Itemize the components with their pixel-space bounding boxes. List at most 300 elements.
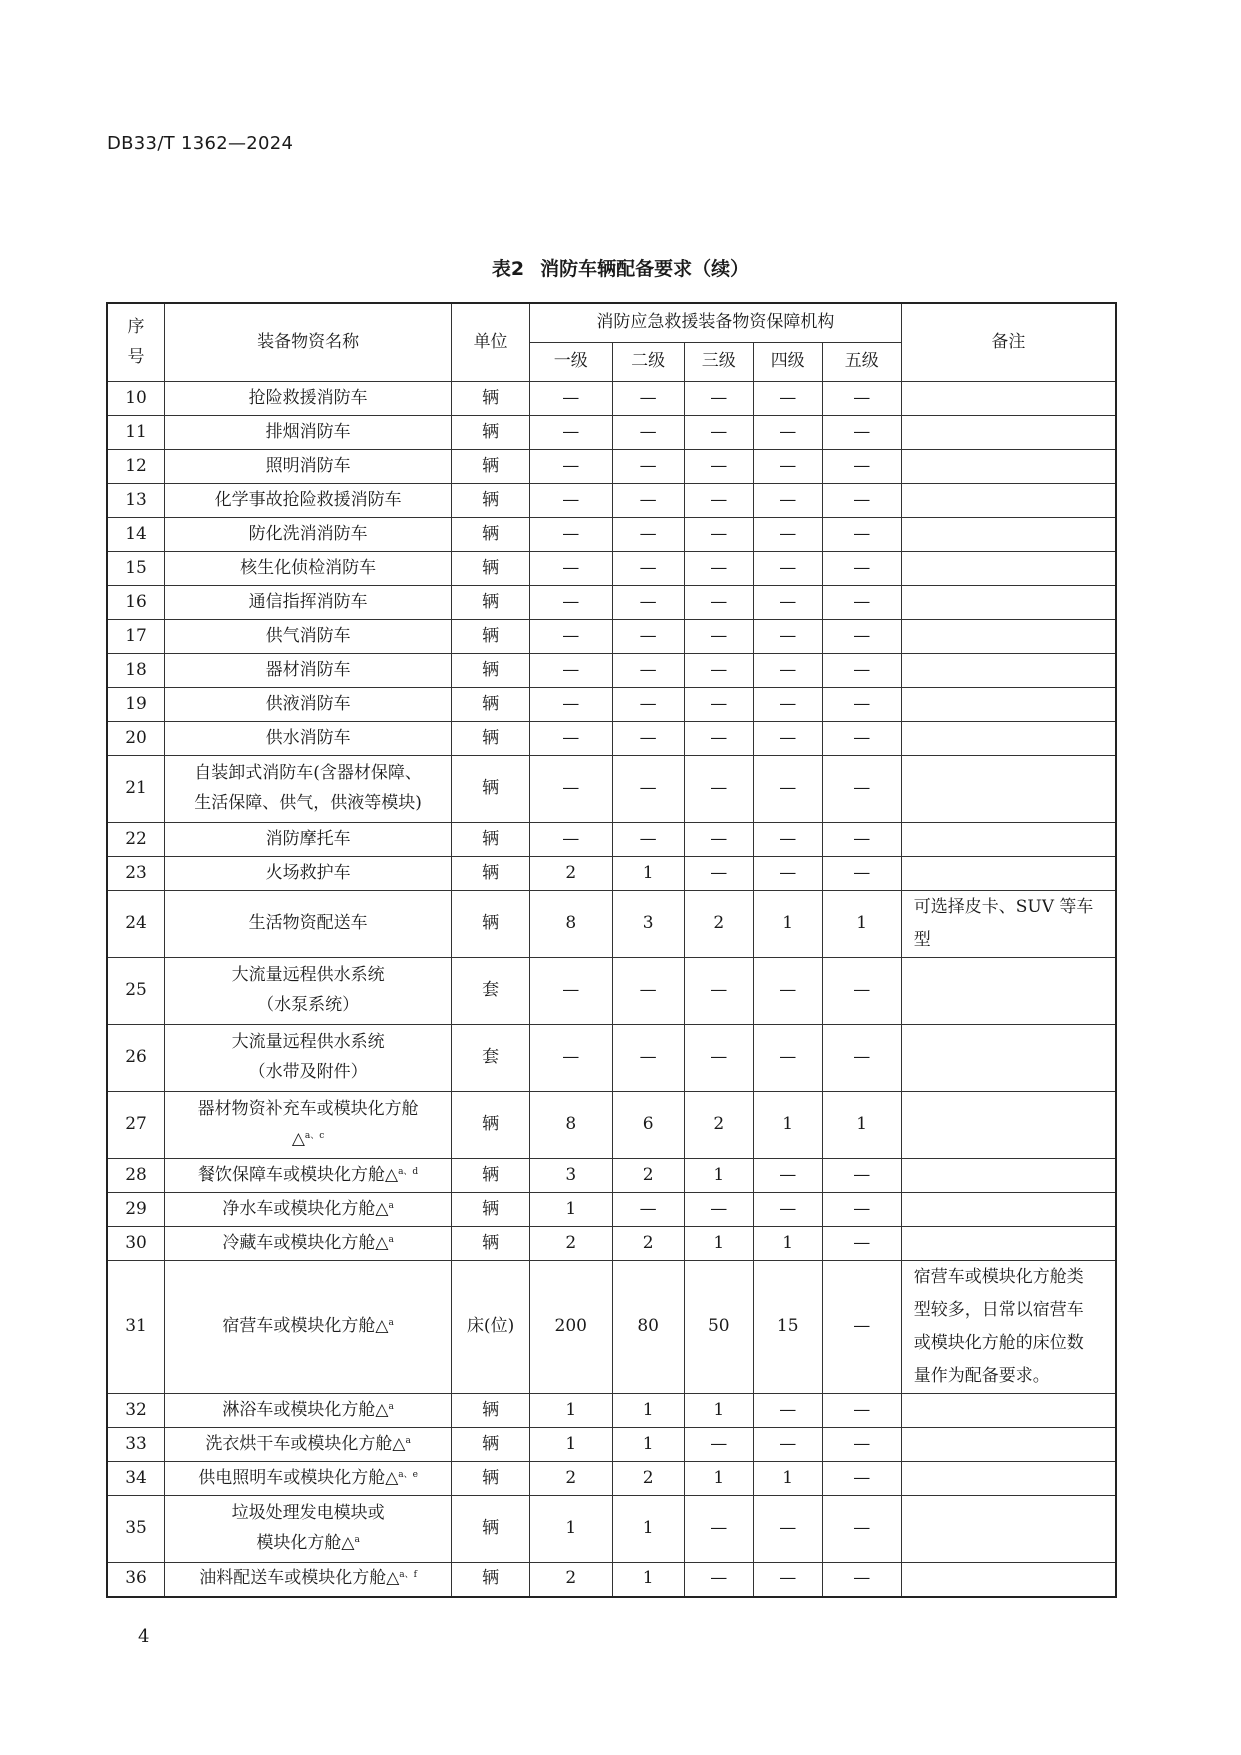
item-note xyxy=(901,552,1116,586)
level-1-value: 2 xyxy=(530,1227,612,1261)
level-5-value: — xyxy=(822,857,901,891)
row-number: 32 xyxy=(107,1394,165,1428)
item-unit: 辆 xyxy=(452,382,530,416)
table-title-text: 消防车辆配备要求（续） xyxy=(540,258,750,280)
row-number: 20 xyxy=(107,722,165,756)
item-name xyxy=(165,688,452,722)
level-5-value: — xyxy=(822,552,901,586)
item-name-text: 消防摩托车 xyxy=(265,828,351,849)
footnote-marker: a xyxy=(388,1234,394,1245)
level-5-value: — xyxy=(822,654,901,688)
row-number: 14 xyxy=(107,518,165,552)
level-4-value: — xyxy=(753,958,822,1025)
table-row xyxy=(107,958,1116,1025)
level-4-value: — xyxy=(753,1428,822,1462)
item-name xyxy=(165,518,452,552)
level-3-value: 50 xyxy=(684,1261,753,1394)
level-2-value: 1 xyxy=(612,1496,684,1563)
table-row xyxy=(107,823,1116,857)
row-number: 33 xyxy=(107,1428,165,1462)
item-name-line: 器材物资补充车或模块化方舱 xyxy=(197,1099,419,1120)
item-unit: 辆 xyxy=(452,552,530,586)
item-note xyxy=(901,1092,1116,1159)
item-name xyxy=(165,1227,452,1261)
item-unit: 套 xyxy=(452,958,530,1025)
table-row xyxy=(107,518,1116,552)
table-row xyxy=(107,1025,1116,1092)
item-name xyxy=(165,1025,452,1092)
row-number: 21 xyxy=(107,756,165,823)
item-note xyxy=(901,1394,1116,1428)
table-row xyxy=(107,1394,1116,1428)
level-1-value: — xyxy=(530,518,612,552)
level-5-value: — xyxy=(822,1563,901,1597)
level-1-value: — xyxy=(530,756,612,823)
table-row xyxy=(107,1261,1116,1394)
item-note xyxy=(901,382,1116,416)
header-unit: 单位 xyxy=(452,303,530,382)
document-code: DB33/T 1362—2024 xyxy=(107,133,294,154)
level-5-value: — xyxy=(822,1394,901,1428)
table-row xyxy=(107,1428,1116,1462)
item-unit: 辆 xyxy=(452,416,530,450)
item-name xyxy=(165,586,452,620)
level-4-value: — xyxy=(753,450,822,484)
level-2-value: — xyxy=(612,450,684,484)
table-row xyxy=(107,1462,1116,1496)
item-name-line: 生活保障、供气，供液等模块) xyxy=(194,793,422,813)
item-name-line: △ xyxy=(291,1129,305,1149)
item-name xyxy=(165,416,452,450)
item-unit: 辆 xyxy=(452,450,530,484)
level-5-value: — xyxy=(822,688,901,722)
table-row xyxy=(107,1496,1116,1563)
level-5-value: — xyxy=(822,756,901,823)
item-name-line: 模块化方舱△ xyxy=(256,1533,355,1553)
footnote-marker: a xyxy=(405,1435,411,1446)
level-3-value: — xyxy=(684,552,753,586)
item-name xyxy=(165,891,452,958)
table-row xyxy=(107,1092,1116,1159)
row-number: 28 xyxy=(107,1159,165,1193)
row-number: 27 xyxy=(107,1092,165,1159)
level-3-value: — xyxy=(684,1428,753,1462)
level-1-value: 1 xyxy=(530,1193,612,1227)
item-name-line: 大流量远程供水系统 xyxy=(231,1032,385,1053)
row-number: 18 xyxy=(107,654,165,688)
row-number: 12 xyxy=(107,450,165,484)
table-row xyxy=(107,1227,1116,1261)
item-name xyxy=(165,1159,452,1193)
table-body xyxy=(107,382,1116,1597)
item-unit: 辆 xyxy=(452,891,530,958)
level-3-value: — xyxy=(684,756,753,823)
row-number: 16 xyxy=(107,586,165,620)
level-4-value: — xyxy=(753,1159,822,1193)
item-name-text: 油料配送车或模块化方舱△ xyxy=(199,1568,400,1589)
table-row xyxy=(107,654,1116,688)
item-name-text: 抢险救援消防车 xyxy=(248,387,368,408)
level-2-value: 1 xyxy=(612,1563,684,1597)
header-level2: 二级 xyxy=(612,343,684,382)
item-unit: 辆 xyxy=(452,484,530,518)
level-5-value: — xyxy=(822,1496,901,1563)
item-name xyxy=(165,1462,452,1496)
level-2-value: — xyxy=(612,484,684,518)
row-number: 31 xyxy=(107,1261,165,1394)
item-name-text: 防化洗消消防车 xyxy=(248,523,368,544)
level-5-value: 1 xyxy=(822,1092,901,1159)
level-1-value: — xyxy=(530,688,612,722)
level-4-value: 1 xyxy=(753,1092,822,1159)
level-2-value: 1 xyxy=(612,1394,684,1428)
item-unit: 辆 xyxy=(452,1193,530,1227)
level-4-value: — xyxy=(753,484,822,518)
row-number: 26 xyxy=(107,1025,165,1092)
level-4-value: — xyxy=(753,620,822,654)
level-2-value: 1 xyxy=(612,1428,684,1462)
level-1-value: 8 xyxy=(530,1092,612,1159)
level-3-value: 1 xyxy=(684,1394,753,1428)
level-2-value: — xyxy=(612,688,684,722)
item-note xyxy=(901,1025,1116,1092)
table-row xyxy=(107,484,1116,518)
equipment-table xyxy=(106,302,1117,1598)
item-unit: 辆 xyxy=(452,1462,530,1496)
item-note-line: 或模块化方舱的床位数 xyxy=(913,1333,1084,1353)
item-note xyxy=(901,484,1116,518)
level-2-value: 3 xyxy=(612,891,684,958)
item-name xyxy=(165,1496,452,1563)
level-4-value: — xyxy=(753,1025,822,1092)
item-note-line: 量作为配备要求。 xyxy=(913,1366,1050,1386)
table-row xyxy=(107,722,1116,756)
footnote-marker: a、f xyxy=(399,1570,417,1581)
header-level5: 五级 xyxy=(822,343,901,382)
item-name-line: （水带及附件） xyxy=(248,1062,368,1082)
level-4-value: — xyxy=(753,823,822,857)
item-name-text: 火场救护车 xyxy=(265,862,351,883)
item-name xyxy=(165,450,452,484)
item-note xyxy=(901,823,1116,857)
item-name xyxy=(165,484,452,518)
item-note xyxy=(901,1428,1116,1462)
table-row xyxy=(107,382,1116,416)
header-level3: 三级 xyxy=(684,343,753,382)
item-name xyxy=(165,857,452,891)
level-4-value: — xyxy=(753,722,822,756)
level-5-value: — xyxy=(822,586,901,620)
level-5-value: — xyxy=(822,823,901,857)
level-2-value: — xyxy=(612,756,684,823)
level-5-value: — xyxy=(822,958,901,1025)
row-number: 29 xyxy=(107,1193,165,1227)
item-unit: 辆 xyxy=(452,857,530,891)
item-note xyxy=(901,654,1116,688)
item-name-text: 净水车或模块化方舱△ xyxy=(222,1198,389,1219)
item-name xyxy=(165,552,452,586)
level-3-value: 1 xyxy=(684,1462,753,1496)
item-name-text: 供水消防车 xyxy=(265,727,351,748)
level-1-value: — xyxy=(530,416,612,450)
level-4-value: — xyxy=(753,1394,822,1428)
item-unit: 辆 xyxy=(452,654,530,688)
row-number: 11 xyxy=(107,416,165,450)
row-number: 34 xyxy=(107,1462,165,1496)
item-name-text: 淋浴车或模块化方舱△ xyxy=(222,1399,389,1420)
level-2-value: 1 xyxy=(612,857,684,891)
level-5-value: — xyxy=(822,382,901,416)
level-5-value: 1 xyxy=(822,891,901,958)
item-unit: 辆 xyxy=(452,586,530,620)
row-number: 10 xyxy=(107,382,165,416)
level-4-value: — xyxy=(753,586,822,620)
item-name xyxy=(165,823,452,857)
item-name-text: 通信指挥消防车 xyxy=(248,591,368,612)
level-4-value: 15 xyxy=(753,1261,822,1394)
level-2-value: — xyxy=(612,518,684,552)
level-1-value: — xyxy=(530,1025,612,1092)
table-title xyxy=(0,254,1241,281)
level-1-value: 2 xyxy=(530,857,612,891)
level-1-value: — xyxy=(530,654,612,688)
level-3-value: — xyxy=(684,518,753,552)
level-1-value: — xyxy=(530,586,612,620)
item-name xyxy=(165,620,452,654)
item-note-line: 可选择皮卡、SUV 等车 xyxy=(913,897,1094,917)
level-2-value: — xyxy=(612,586,684,620)
table-row xyxy=(107,891,1116,958)
item-name-text: 冷藏车或模块化方舱△ xyxy=(222,1232,389,1253)
row-number: 19 xyxy=(107,688,165,722)
level-3-value: — xyxy=(684,958,753,1025)
level-3-value: — xyxy=(684,688,753,722)
level-3-value: — xyxy=(684,722,753,756)
level-1-value: 1 xyxy=(530,1428,612,1462)
level-3-value: — xyxy=(684,1025,753,1092)
item-name xyxy=(165,958,452,1025)
level-5-value: — xyxy=(822,722,901,756)
table-row xyxy=(107,552,1116,586)
level-5-value: — xyxy=(822,620,901,654)
level-4-value: — xyxy=(753,382,822,416)
item-name-text: 宿营车或模块化方舱△ xyxy=(222,1316,389,1337)
item-unit: 床(位) xyxy=(452,1261,530,1394)
item-unit: 辆 xyxy=(452,1159,530,1193)
page-number: 4 xyxy=(138,1626,150,1647)
item-name-text: 供气消防车 xyxy=(265,625,351,646)
level-2-value: — xyxy=(612,620,684,654)
level-4-value: — xyxy=(753,1496,822,1563)
header-level1: 一级 xyxy=(530,343,612,382)
row-number: 23 xyxy=(107,857,165,891)
level-5-value: — xyxy=(822,518,901,552)
header-seq: 序 号 xyxy=(107,303,165,382)
table-number: 表2 xyxy=(491,258,525,280)
header-name: 装备物资名称 xyxy=(165,303,452,382)
table-row xyxy=(107,586,1116,620)
level-1-value: — xyxy=(530,722,612,756)
item-note-line: 型较多，日常以宿营车 xyxy=(913,1300,1084,1320)
level-1-value: 1 xyxy=(530,1496,612,1563)
header-group: 消防应急救援装备物资保障机构 xyxy=(530,303,902,343)
row-number: 22 xyxy=(107,823,165,857)
footnote-marker: a xyxy=(354,1535,360,1545)
row-number: 15 xyxy=(107,552,165,586)
level-1-value: — xyxy=(530,823,612,857)
level-3-value: 1 xyxy=(684,1227,753,1261)
level-3-value: — xyxy=(684,586,753,620)
item-unit: 辆 xyxy=(452,1563,530,1597)
level-2-value: — xyxy=(612,722,684,756)
item-name xyxy=(165,1563,452,1597)
level-3-value: — xyxy=(684,620,753,654)
item-name-text: 化学事故抢险救援消防车 xyxy=(214,489,402,510)
level-2-value: — xyxy=(612,823,684,857)
table-row xyxy=(107,416,1116,450)
level-2-value: 2 xyxy=(612,1159,684,1193)
table-row xyxy=(107,1563,1116,1597)
header-level4: 四级 xyxy=(753,343,822,382)
item-name xyxy=(165,1428,452,1462)
item-note xyxy=(901,586,1116,620)
item-note xyxy=(901,1496,1116,1563)
item-unit: 辆 xyxy=(452,620,530,654)
level-2-value: 2 xyxy=(612,1227,684,1261)
item-note-line: 型 xyxy=(913,930,931,950)
row-number: 24 xyxy=(107,891,165,958)
level-1-value: — xyxy=(530,382,612,416)
item-name-text: 器材消防车 xyxy=(265,659,351,680)
level-1-value: — xyxy=(530,958,612,1025)
table-row xyxy=(107,620,1116,654)
item-name-text: 照明消防车 xyxy=(265,455,351,476)
item-note xyxy=(901,1462,1116,1496)
row-number: 36 xyxy=(107,1563,165,1597)
item-note xyxy=(901,958,1116,1025)
level-2-value: — xyxy=(612,382,684,416)
level-3-value: — xyxy=(684,484,753,518)
item-name xyxy=(165,722,452,756)
level-5-value: — xyxy=(822,1159,901,1193)
table-row xyxy=(107,450,1116,484)
level-2-value: — xyxy=(612,654,684,688)
level-4-value: — xyxy=(753,1193,822,1227)
level-2-value: — xyxy=(612,1025,684,1092)
item-name-line: 自装卸式消防车(含器材保障、 xyxy=(194,763,422,784)
item-unit: 辆 xyxy=(452,722,530,756)
level-4-value: 1 xyxy=(753,1227,822,1261)
row-number: 13 xyxy=(107,484,165,518)
level-3-value: — xyxy=(684,654,753,688)
level-1-value: — xyxy=(530,552,612,586)
item-note xyxy=(901,1159,1116,1193)
item-name xyxy=(165,756,452,823)
row-number: 17 xyxy=(107,620,165,654)
level-5-value: — xyxy=(822,1193,901,1227)
item-note xyxy=(901,416,1116,450)
item-note xyxy=(901,1227,1116,1261)
table-row xyxy=(107,756,1116,823)
item-name xyxy=(165,654,452,688)
item-note xyxy=(901,620,1116,654)
level-1-value: — xyxy=(530,450,612,484)
level-4-value: — xyxy=(753,552,822,586)
level-1-value: 1 xyxy=(530,1394,612,1428)
level-3-value: 1 xyxy=(684,1159,753,1193)
table-row xyxy=(107,1159,1116,1193)
item-note xyxy=(901,756,1116,823)
table-row xyxy=(107,857,1116,891)
level-2-value: — xyxy=(612,416,684,450)
item-name xyxy=(165,1193,452,1227)
item-note xyxy=(901,1261,1116,1394)
level-4-value: 1 xyxy=(753,891,822,958)
item-note xyxy=(901,688,1116,722)
row-number: 30 xyxy=(107,1227,165,1261)
item-unit: 辆 xyxy=(452,823,530,857)
footnote-marker: a、c xyxy=(304,1131,325,1141)
level-1-value: 3 xyxy=(530,1159,612,1193)
footnote-marker: a、e xyxy=(398,1469,418,1480)
level-1-value: — xyxy=(530,620,612,654)
level-3-value: — xyxy=(684,857,753,891)
item-name xyxy=(165,1261,452,1394)
level-4-value: — xyxy=(753,857,822,891)
level-2-value: 6 xyxy=(612,1092,684,1159)
table-row xyxy=(107,688,1116,722)
level-3-value: — xyxy=(684,823,753,857)
item-unit: 辆 xyxy=(452,518,530,552)
item-note xyxy=(901,857,1116,891)
level-1-value: — xyxy=(530,484,612,518)
item-name-text: 核生化侦检消防车 xyxy=(240,557,377,578)
level-4-value: — xyxy=(753,654,822,688)
header-note: 备注 xyxy=(901,303,1116,382)
footnote-marker: a xyxy=(388,1401,394,1412)
table-row xyxy=(107,1193,1116,1227)
item-name-text: 生活物资配送车 xyxy=(248,913,368,934)
level-5-value: — xyxy=(822,450,901,484)
level-3-value: — xyxy=(684,382,753,416)
level-3-value: — xyxy=(684,1563,753,1597)
level-2-value: — xyxy=(612,1193,684,1227)
item-note xyxy=(901,1563,1116,1597)
level-2-value: — xyxy=(612,552,684,586)
item-unit: 套 xyxy=(452,1025,530,1092)
level-4-value: — xyxy=(753,688,822,722)
item-unit: 辆 xyxy=(452,1092,530,1159)
item-name xyxy=(165,382,452,416)
level-1-value: 2 xyxy=(530,1563,612,1597)
item-note xyxy=(901,1193,1116,1227)
item-name xyxy=(165,1092,452,1159)
level-5-value: — xyxy=(822,1261,901,1394)
level-3-value: — xyxy=(684,1496,753,1563)
item-name-line: （水泵系统） xyxy=(257,995,360,1015)
level-5-value: — xyxy=(822,1227,901,1261)
item-name-text: 排烟消防车 xyxy=(265,421,351,442)
item-name-line: 大流量远程供水系统 xyxy=(231,965,385,986)
level-1-value: 2 xyxy=(530,1462,612,1496)
level-5-value: — xyxy=(822,1428,901,1462)
level-2-value: — xyxy=(612,958,684,1025)
level-5-value: — xyxy=(822,1462,901,1496)
level-3-value: — xyxy=(684,450,753,484)
level-5-value: — xyxy=(822,416,901,450)
item-note xyxy=(901,722,1116,756)
level-4-value: — xyxy=(753,416,822,450)
